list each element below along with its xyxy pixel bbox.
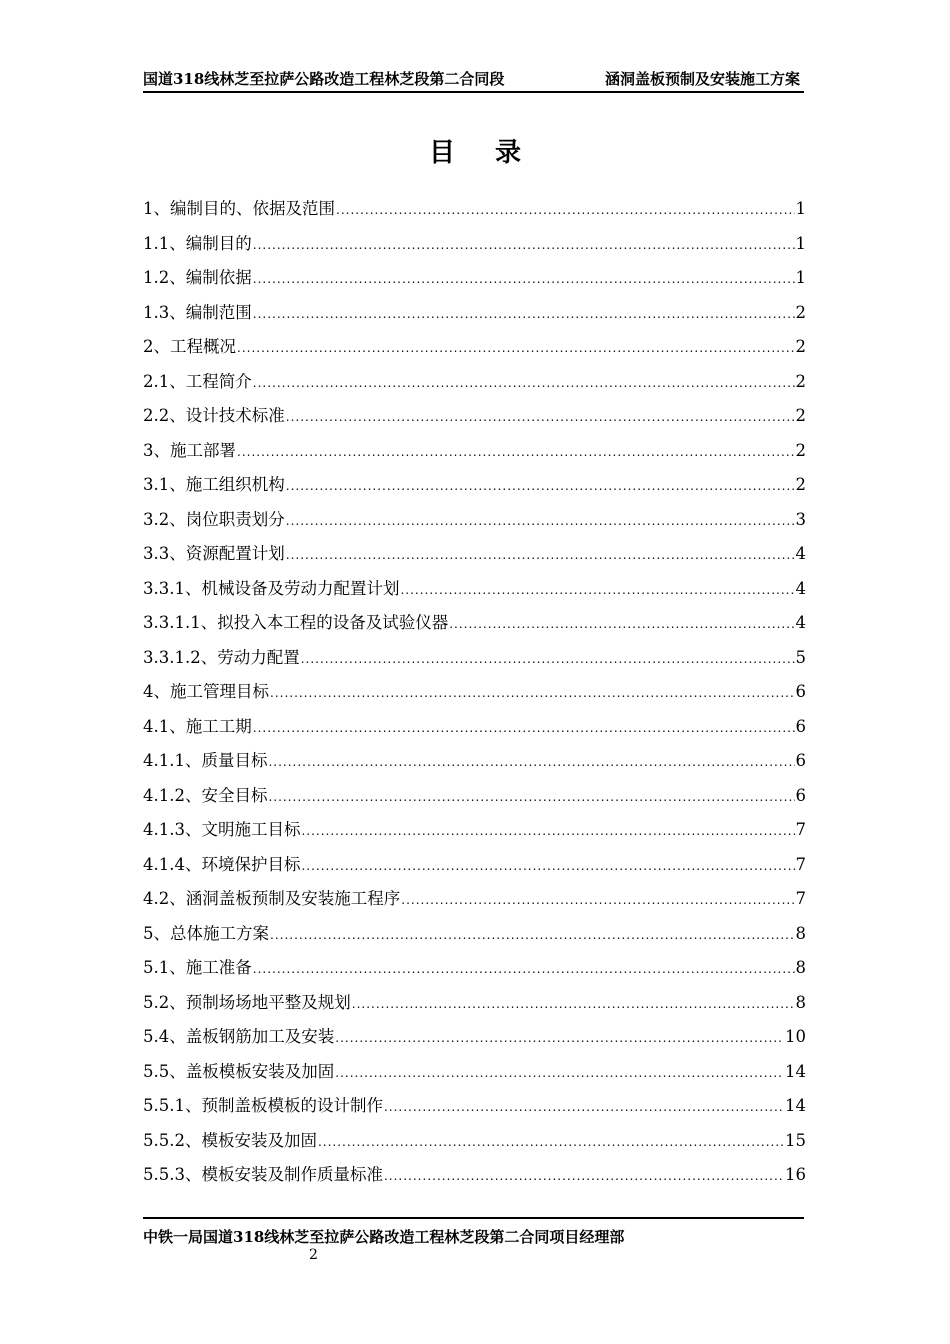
toc-leader-dots bbox=[335, 1066, 784, 1080]
toc-entry-label: 5、总体施工方案 bbox=[143, 923, 269, 943]
toc-leader-dots bbox=[268, 755, 794, 769]
toc-entry[interactable] bbox=[143, 713, 806, 748]
toc-entry-label: 3.2、岗位职责划分 bbox=[143, 509, 285, 529]
toc-leader-dots bbox=[270, 928, 795, 942]
toc-entry-label: 1.1、编制目的 bbox=[143, 233, 252, 253]
toc-entry-label: 1、编制目的、依据及范围 bbox=[143, 199, 335, 218]
toc-entry-label: 3.3.1、机械设备及劳动力配置计划 bbox=[143, 578, 400, 598]
toc-entry[interactable] bbox=[143, 506, 806, 541]
toc-entry-label: 5.1、施工准备 bbox=[143, 958, 252, 977]
toc-leader-dots bbox=[400, 583, 794, 597]
toc-leader-dots bbox=[253, 721, 795, 735]
toc-entry[interactable] bbox=[143, 885, 806, 920]
toc-leader-dots bbox=[253, 376, 795, 390]
toc-entry-page: 10 bbox=[785, 1027, 806, 1046]
toc-leader-dots bbox=[270, 686, 795, 700]
toc-entry-label: 3.1、施工组织机构 bbox=[143, 475, 285, 494]
toc-entry-label: 5.5.3、模板安装及制作质量标准 bbox=[143, 1165, 383, 1184]
toc-entry[interactable] bbox=[143, 299, 806, 334]
toc-leader-dots bbox=[401, 893, 794, 907]
toc-leader-dots bbox=[253, 272, 795, 286]
page-header bbox=[143, 68, 804, 93]
toc-entry-label: 5.5.1、预制盖板模板的设计制作 bbox=[143, 1096, 383, 1115]
header-project-name: 国道318线林芝至拉萨公路改造工程林芝段第二合同段 bbox=[143, 70, 505, 88]
toc-entry[interactable] bbox=[143, 954, 806, 989]
toc-entry-label: 1.2、编制依据 bbox=[143, 268, 252, 287]
toc-entry[interactable] bbox=[143, 333, 806, 368]
toc-entry-page: 4 bbox=[795, 544, 806, 563]
toc-leader-dots bbox=[237, 341, 795, 355]
toc-leader-dots bbox=[286, 548, 795, 562]
toc-leader-dots bbox=[335, 1031, 784, 1045]
toc-leader-dots bbox=[286, 479, 795, 493]
toc-leader-dots bbox=[268, 790, 794, 804]
footer-divider bbox=[143, 1217, 804, 1219]
toc-leader-dots bbox=[336, 203, 795, 217]
toc-entry-label: 4.1.1、质量目标 bbox=[143, 751, 268, 770]
toc-entry-page: 2 bbox=[795, 371, 806, 391]
toc-entry[interactable] bbox=[143, 851, 806, 886]
toc-entry-page: 2 bbox=[795, 440, 806, 460]
toc-entry[interactable] bbox=[143, 195, 806, 230]
toc-entry[interactable] bbox=[143, 437, 806, 472]
toc-leader-dots bbox=[301, 824, 794, 838]
toc-entry-label: 4.2、涵洞盖板预制及安装施工程序 bbox=[143, 889, 401, 908]
toc-entry-page: 2 bbox=[795, 406, 806, 425]
toc-entry-page: 7 bbox=[795, 820, 806, 839]
toc-leader-dots bbox=[301, 652, 795, 666]
toc-entry[interactable] bbox=[143, 264, 806, 299]
toc-entry-page: 6 bbox=[795, 716, 806, 736]
toc-entry-label: 5.2、预制场场地平整及规划 bbox=[143, 992, 351, 1012]
toc-entry-label: 2.1、工程简介 bbox=[143, 371, 252, 391]
toc-entry-label: 5.5、盖板模板安装及加固 bbox=[143, 1061, 335, 1081]
toc-entry-page: 8 bbox=[795, 992, 806, 1012]
toc-entry-label: 5.5.2、模板安装及加固 bbox=[143, 1130, 317, 1150]
toc-entry-page: 14 bbox=[785, 1061, 806, 1081]
toc-entry[interactable] bbox=[143, 816, 806, 851]
toc-entry-page: 4 bbox=[795, 578, 806, 598]
toc-entry-label: 4.1.3、文明施工目标 bbox=[143, 820, 301, 839]
toc-entry-page: 15 bbox=[785, 1130, 806, 1150]
toc-entry[interactable] bbox=[143, 1023, 806, 1058]
toc-entry-label: 5.4、盖板钢筋加工及安装 bbox=[143, 1027, 335, 1046]
toc-leader-dots bbox=[301, 859, 794, 873]
toc-entry[interactable] bbox=[143, 402, 806, 437]
toc-leader-dots bbox=[352, 997, 795, 1011]
toc-entry-page: 6 bbox=[795, 682, 806, 701]
toc-leader-dots bbox=[449, 617, 794, 631]
toc-entry[interactable] bbox=[143, 747, 806, 782]
toc-entry[interactable] bbox=[143, 920, 806, 955]
toc-entry-label: 4.1.2、安全目标 bbox=[143, 785, 268, 805]
toc-entry-label: 2、工程概况 bbox=[143, 337, 236, 356]
toc-entry[interactable] bbox=[143, 1127, 806, 1162]
footer-organization: 中铁一局国道318线林芝至拉萨公路改造工程林芝段第二合同项目经理部 bbox=[143, 1228, 625, 1246]
toc-entry[interactable] bbox=[143, 230, 806, 265]
toc-entry[interactable] bbox=[143, 471, 806, 506]
toc-leader-dots bbox=[384, 1100, 784, 1114]
toc-leader-dots bbox=[286, 410, 795, 424]
toc-entry[interactable] bbox=[143, 368, 806, 403]
toc-entry-page: 5 bbox=[795, 647, 806, 667]
toc-entry-label: 3.3、资源配置计划 bbox=[143, 544, 285, 563]
toc-entry-page: 16 bbox=[785, 1165, 806, 1184]
toc-entry[interactable] bbox=[143, 575, 806, 610]
toc-entry-page: 7 bbox=[795, 889, 806, 908]
toc-entry[interactable] bbox=[143, 782, 806, 817]
toc-leader-dots bbox=[253, 962, 795, 976]
toc-leader-dots bbox=[318, 1135, 784, 1149]
toc-leader-dots bbox=[237, 445, 795, 459]
toc-entry-label: 4.1.4、环境保护目标 bbox=[143, 854, 301, 874]
toc-entry-page: 6 bbox=[795, 785, 806, 805]
toc-entry-page: 4 bbox=[795, 613, 806, 632]
toc-entry-page: 2 bbox=[795, 337, 806, 356]
toc-entry[interactable] bbox=[143, 1092, 806, 1127]
toc-title: 目录 bbox=[428, 138, 561, 168]
toc-leader-dots bbox=[384, 1169, 784, 1183]
toc-leader-dots bbox=[253, 307, 795, 321]
toc-entry-label: 1.3、编制范围 bbox=[143, 302, 252, 322]
toc-entry-page: 2 bbox=[795, 302, 806, 322]
toc-entry[interactable] bbox=[143, 1161, 806, 1196]
toc-entry-page: 8 bbox=[795, 958, 806, 977]
toc-entry-label: 4.1、施工工期 bbox=[143, 716, 252, 736]
toc-entry[interactable] bbox=[143, 1058, 806, 1093]
toc-entry-page: 3 bbox=[795, 509, 806, 529]
toc-entry-page: 1 bbox=[795, 199, 806, 218]
toc-entry-page: 7 bbox=[795, 854, 806, 874]
toc-entry-page: 6 bbox=[795, 751, 806, 770]
table-of-contents bbox=[143, 195, 806, 1196]
toc-entry[interactable] bbox=[143, 540, 806, 575]
toc-entry-label: 3.3.1.1、拟投入本工程的设备及试验仪器 bbox=[143, 613, 449, 632]
toc-entry[interactable] bbox=[143, 989, 806, 1024]
toc-entry[interactable] bbox=[143, 644, 806, 679]
toc-entry-label: 3.3.1.2、劳动力配置 bbox=[143, 647, 300, 667]
toc-entry-page: 1 bbox=[795, 268, 806, 287]
toc-entry-page: 1 bbox=[795, 233, 806, 253]
footer-page-number: 2 bbox=[309, 1247, 318, 1263]
toc-entry-label: 4、施工管理目标 bbox=[143, 682, 269, 701]
toc-entry-page: 8 bbox=[795, 923, 806, 943]
header-document-title: 涵洞盖板预制及安装施工方案 bbox=[604, 70, 800, 88]
toc-leader-dots bbox=[253, 238, 795, 252]
toc-entry-page: 2 bbox=[795, 475, 806, 494]
toc-entry[interactable] bbox=[143, 678, 806, 713]
toc-entry[interactable] bbox=[143, 609, 806, 644]
toc-entry-label: 2.2、设计技术标准 bbox=[143, 406, 285, 425]
toc-entry-label: 3、施工部署 bbox=[143, 440, 236, 460]
toc-leader-dots bbox=[286, 514, 795, 528]
toc-entry-page: 14 bbox=[785, 1096, 806, 1115]
